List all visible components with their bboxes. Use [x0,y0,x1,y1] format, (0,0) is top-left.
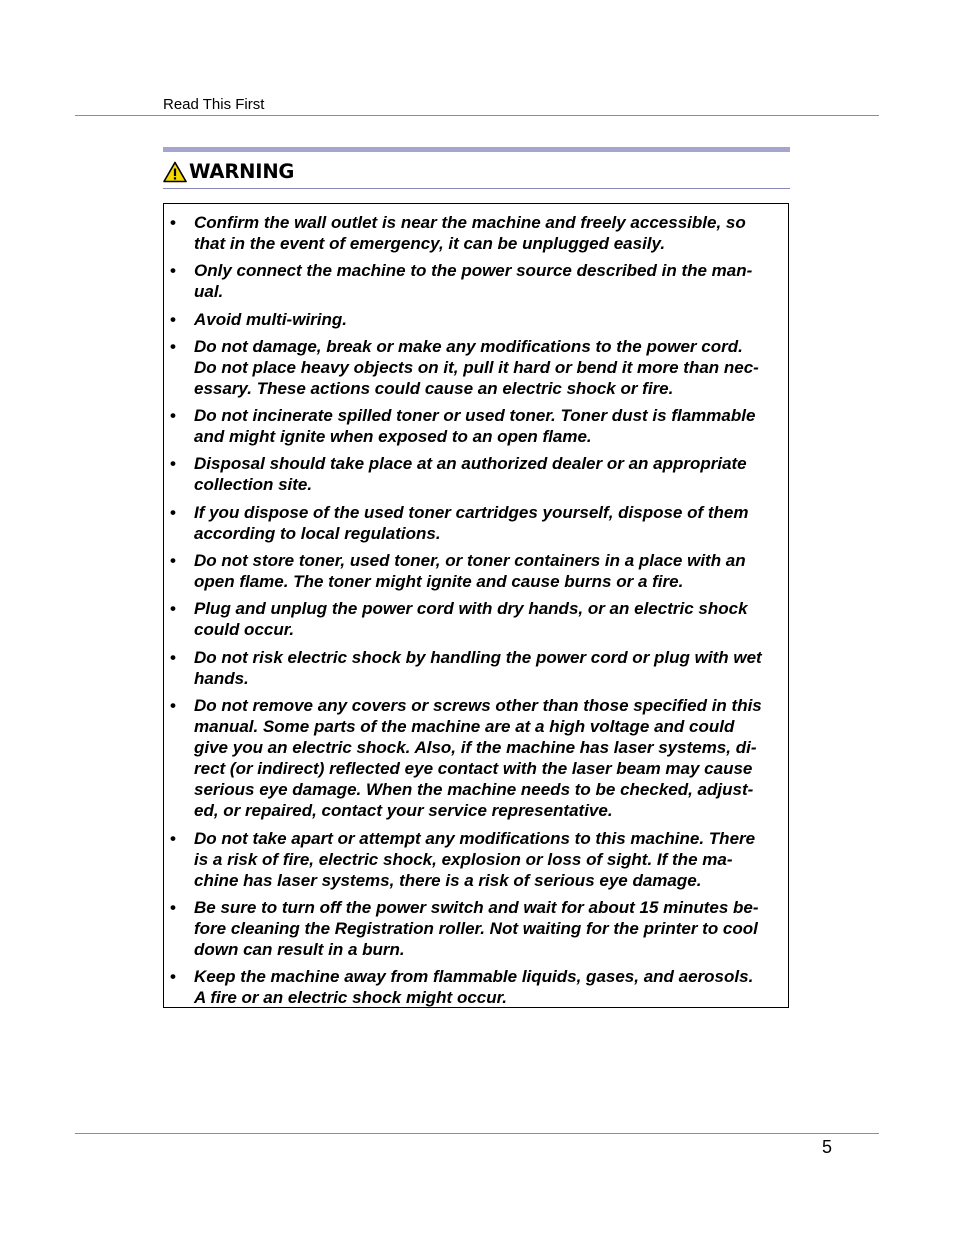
warning-item-line: hands. [194,669,249,688]
warning-item-line: ual. [194,282,224,301]
warning-item-line: Disposal should take place at an authorized dealer or an appropriate [194,454,747,473]
bullet-icon: • [170,454,176,473]
warning-item-line: and might ignite when exposed to an open flame. [194,427,592,446]
warning-item-line: Do not incinerate spilled toner or used toner. Toner dust is flammable [194,406,756,425]
warning-item-line: manual. Some parts of the machine are at a high voltage and could [194,717,735,736]
footer-divider [75,1133,879,1134]
warning-item-line: If you dispose of the used toner cartridges yourself, dispose of them [194,503,749,522]
bullet-icon: • [170,337,176,356]
warning-item-text [194,550,788,592]
warning-item-line: Plug and unplug the power cord with dry hands, or an electric shock [194,599,748,618]
warning-item-text [194,453,788,495]
bullet-icon: • [170,898,176,917]
warning-item-text [194,966,788,1008]
warning-item-line: open flame. The toner might ignite and cause burns or a fire. [194,572,684,591]
warning-item-line: Confirm the wall outlet is near the machine and freely accessible, so [194,213,746,232]
warning-item-line: Do not risk electric shock by handling the power cord or plug with wet [194,648,762,667]
warning-item-line: could occur. [194,620,295,639]
warning-item-line: Avoid multi-wiring. [194,310,347,329]
warning-triangle-icon [163,161,187,183]
warning-item-text [194,336,788,399]
warning-item-text [194,309,788,330]
warning-item-line: A fire or an electric shock might occur. [194,988,508,1007]
warning-item-text [194,695,788,821]
warning-item-line: essary. These actions could cause an electric shock or fire. [194,379,674,398]
bullet-icon: • [170,213,176,232]
warning-item-line: Do not damage, break or make any modifications to the power cord. [194,337,743,356]
bullet-icon: • [170,261,176,280]
header-divider [75,115,879,116]
warning-label: WARNING [189,160,295,183]
warning-item-text [194,897,788,960]
warning-item-line: Be sure to turn off the power switch and wait for about 15 minutes be- [194,898,759,917]
warning-item-text [194,647,788,689]
warning-top-bar [163,147,790,152]
warning-heading [163,158,294,186]
warning-item-line: fore cleaning the Registration roller. Not waiting for the printer to cool [194,919,758,938]
bullet-icon: • [170,503,176,522]
warning-divider [163,188,790,189]
warning-item-line: chine has laser systems, there is a risk of serious eye damage. [194,871,702,890]
bullet-icon: • [170,310,176,329]
warning-item-text [194,260,788,302]
warning-item-line: serious eye damage. When the machine needs to be checked, adjust- [194,780,754,799]
bullet-icon: • [170,599,176,618]
warning-item-line: is a risk of fire, electric shock, explosion or loss of sight. If the ma- [194,850,733,869]
running-header: Read This First [163,96,265,113]
warning-item-line: down can result in a burn. [194,940,405,959]
bullet-icon: • [170,406,176,425]
page-number: 5 [822,1137,833,1157]
warning-item-line: according to local regulations. [194,524,441,543]
bullet-icon: • [170,967,176,986]
bullet-icon: • [170,696,176,715]
warning-item-line: Keep the machine away from flammable liquids, gases, and aerosols. [194,967,754,986]
warning-item-line: ed, or repaired, contact your service representative. [194,801,613,820]
warning-item-text [194,598,788,640]
bullet-icon: • [170,551,176,570]
bullet-icon: • [170,648,176,667]
warning-box [163,203,789,1008]
warning-item-line: rect (or indirect) reflected eye contact with the laser beam may cause [194,759,753,778]
bullet-icon: • [170,829,176,848]
warning-item-text [194,502,788,544]
warning-item-line: collection site. [194,475,313,494]
warning-item-text [194,828,788,891]
warning-item-line: Do not place heavy objects on it, pull it hard or bend it more than nec- [194,358,759,377]
warning-item-text [194,405,788,447]
warning-item-line: Do not remove any covers or screws other than those specified in this [194,696,762,715]
warning-item-line: Do not take apart or attempt any modifications to this machine. There [194,829,756,848]
warning-item-line: give you an electric shock. Also, if the machine has laser systems, di- [194,738,757,757]
warning-item-line: Do not store toner, used toner, or toner containers in a place with an [194,551,746,570]
warning-item-line: that in the event of emergency, it can be unplugged easily. [194,234,666,253]
warning-item-line: Only connect the machine to the power source described in the man- [194,261,753,280]
warning-item-text [194,212,788,254]
